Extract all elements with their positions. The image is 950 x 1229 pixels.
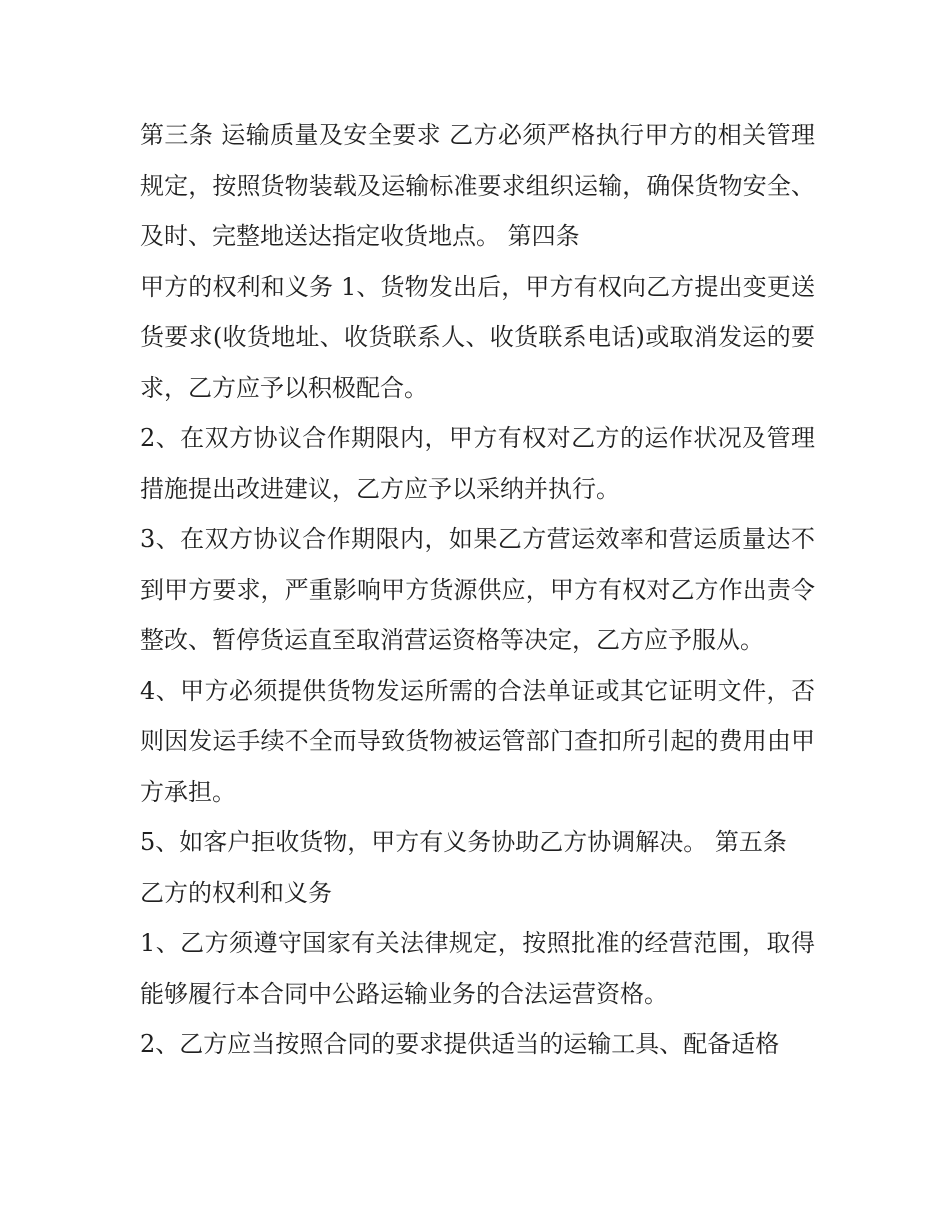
- paragraph-article-4-item-5: 5、如客户拒收货物，甲方有义务协助乙方协调解决。 第五条: [140, 828, 787, 856]
- paragraph-article-5-item-1: 1、乙方须遵守国家有关法律规定，按照批准的经营范围，取得能够履行本合同中公路运输业务的合法运营资格。: [140, 929, 815, 1008]
- paragraph-article-3: 第三条 运输质量及安全要求 乙方必须严格执行甲方的相关管理规定，按照货物装载及运输标准要求组织运输，确保货物安全、及时、完整地送达指定收货地点。 第四条: [140, 121, 815, 250]
- paragraph-article-4-item-4: 4、甲方必须提供货物发运所需的合法单证或其它证明文件，否则因发运手续不全而导致货物被运管部门查扣所引起的费用由甲方承担。: [140, 676, 815, 806]
- paragraph-article-4-item-3: 3、在双方协议合作期限内，如果乙方营运效率和营运质量达不到甲方要求，严重影响甲方货源供应，甲方有权对乙方作出责令整改、暂停货运直至取消营运资格等决定，乙方应予服从。: [140, 525, 815, 654]
- paragraph-article-5-heading: 乙方的权利和义务: [140, 878, 332, 907]
- paragraph-article-5-item-2: 2、乙方应当按照合同的要求提供适当的运输工具、配备适格: [140, 1030, 780, 1058]
- paragraph-article-4-item-1: 甲方的权利和义务 1、货物发出后，甲方有权向乙方提出变更送货要求(收货地址、收货联系人、收货联系电话)或取消发运的要求，乙方应予以积极配合。: [140, 272, 815, 402]
- document-body: [140, 110, 815, 1070]
- paragraph-article-4-item-2: 2、在双方协议合作期限内，甲方有权对乙方的运作状况及管理措施提出改进建议，乙方应予以采纳并执行。: [140, 424, 815, 503]
